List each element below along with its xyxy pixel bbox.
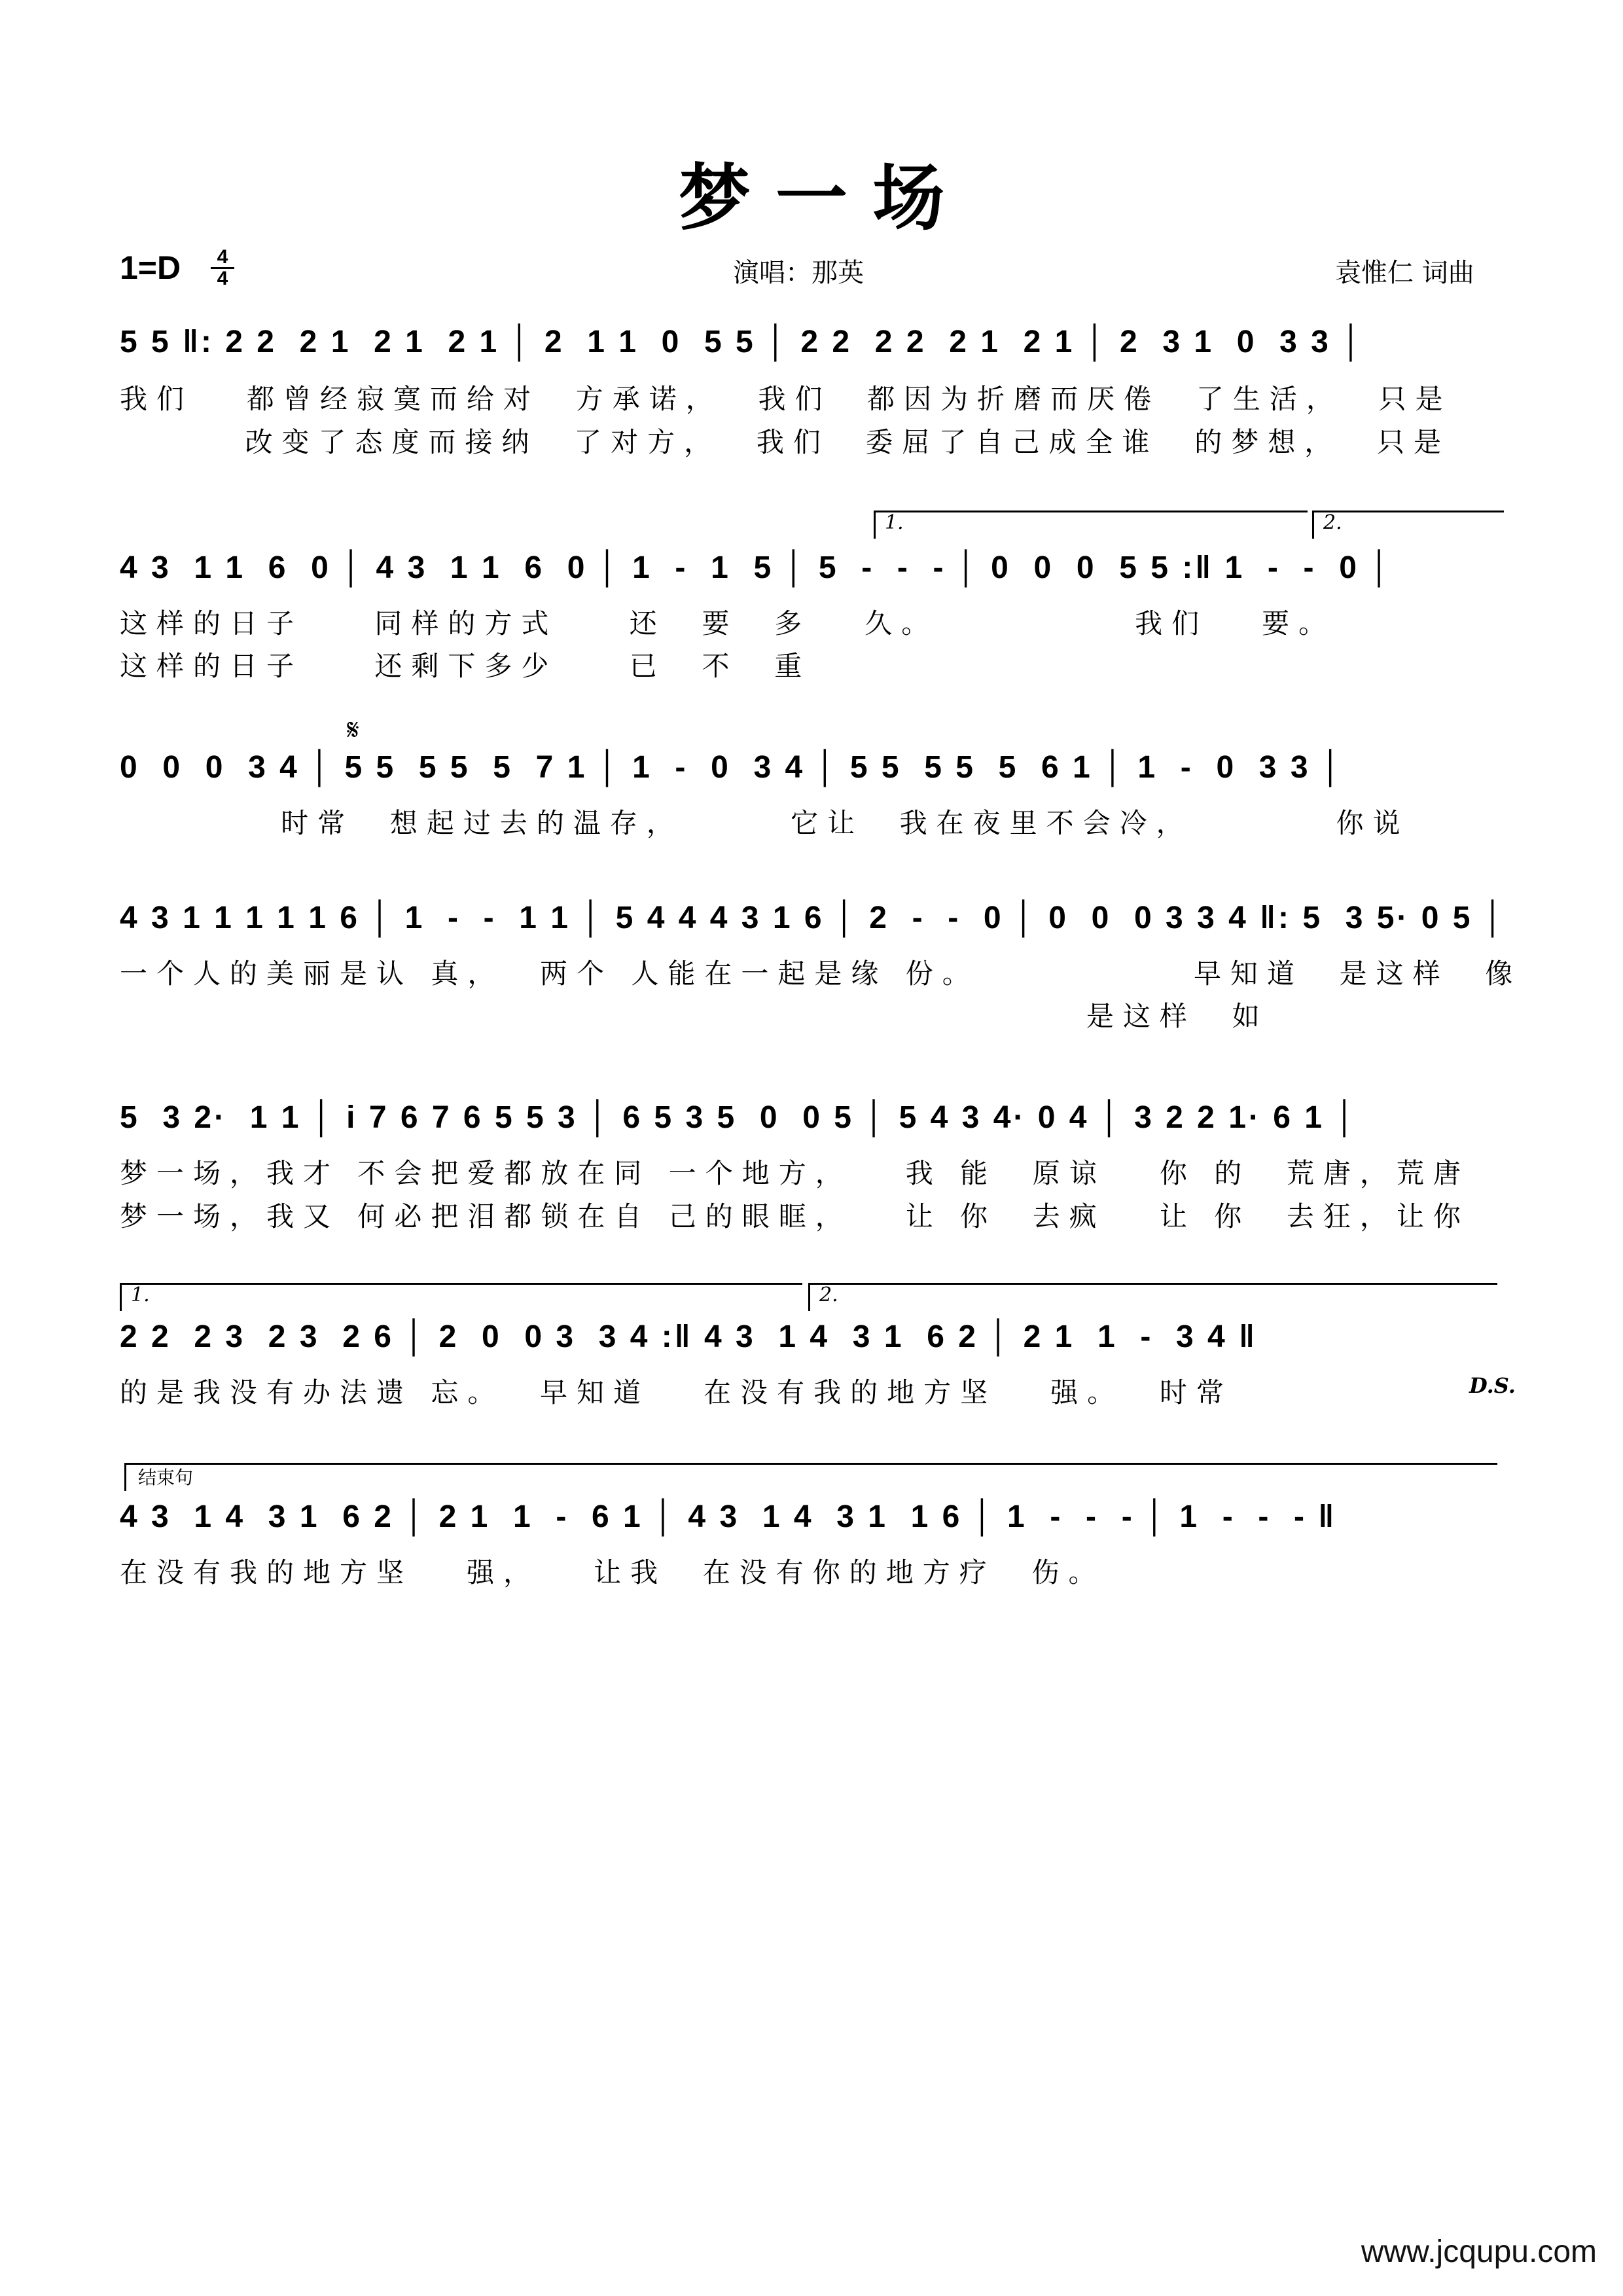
system-7-notes: 4 3 1 4 3 1 6 2 │ 2 1 1 - 6 1 │ 4 3 1 4 3 1 1 6 │ 1 - - - │ 1 - - - ‖ [120, 1499, 1337, 1534]
page-title: 梦 一 场 [678, 156, 945, 240]
volta-1-label: 1. [885, 511, 904, 534]
system-5-notes: 5 3 2· 1 1 │ i 7 6 7 6 5 5 3 │ 6 5 3 5 0 0 5 │ 5 4 3 4· 0 4 │ 3 2 2 1· 6 1 │ [120, 1100, 1359, 1135]
system-2-lyric-1: 这样的日子 同样的方式 还 要 多 久。 我们 要。 [120, 607, 1336, 639]
time-signature-bottom: 4 [211, 267, 234, 289]
system-7-lyric-1: 在没有我的地方坚 强， 让我 在没有你的地方疗 伤。 [120, 1556, 1105, 1588]
volta-2-second-label: 2. [819, 1283, 838, 1306]
composer-credit: 袁惟仁 词曲 [1335, 258, 1474, 288]
time-signature-top: 4 [217, 246, 228, 268]
system-1-lyric-1: 我们 都曾经寂寞而给对 方承诺， 我们 都因为折磨而厌倦 了生活， 只是 [120, 383, 1452, 415]
system-3-notes: 0 0 0 3 4 │ 5 5 5 5 5 7 1 │ 1 - 0 3 4 │ 5 5 5 5 5 6 1 │ 1 - 0 3 3 │ [120, 750, 1344, 785]
system-4-notes: 4 3 1 1 1 1 1 6 │ 1 - - 1 1 │ 5 4 4 4 3 1 6 │ 2 - - 0 │ 0 0 0 3 3 4 ‖: 5 3 5· 0 5 │ [120, 901, 1507, 935]
volta-1-second [120, 1283, 802, 1311]
system-3-lyric-1: 时常 想起过去的温存， 它让 我在夜里不会冷， 你说 [120, 807, 1410, 839]
volta-1-second-label: 1. [131, 1283, 150, 1306]
volta-2 [1312, 511, 1504, 539]
volta-2-second [808, 1283, 1497, 1311]
volta-1 [874, 511, 1308, 539]
key-signature: 1=D [120, 249, 181, 286]
system-5-lyric-2: 梦一场，我又 何必把泪都锁在自 己的眼眶， 让 你 去疯 让 你 去狂，让你 [120, 1200, 1470, 1232]
system-4-lyric-1: 一个人的美丽是认 真， 两个 人能在一起是缘 份。 早知道 是这样 像 [120, 958, 1522, 990]
system-6-lyric-1: 的是我没有办法遗 忘。 早知道 在没有我的地方坚 强。 时常 [120, 1376, 1233, 1408]
system-6-notes: 2 2 2 3 2 3 2 6 │ 2 0 0 3 3 4 :‖ 4 3 1 4 3 1 6 2 │ 2 1 1 - 3 4 ‖ [120, 1319, 1257, 1354]
system-2-lyric-2: 这样的日子 还剩下多少 已 不 重 [120, 650, 812, 682]
time-signature [211, 247, 234, 289]
watermark: www.jcqupu.com [1361, 2234, 1597, 2269]
ending-label: 结束句 [138, 1467, 194, 1488]
singer-credit: 演唱：那英 [733, 258, 864, 288]
system-2-notes: 4 3 1 1 6 0 │ 4 3 1 1 6 0 │ 1 - 1 5 │ 5 - - - │ 0 0 0 5 5 :‖ 1 - - 0 │ [120, 550, 1393, 585]
system-4-lyric-2: 是这样 如 [120, 1000, 1269, 1032]
system-5-lyric-1: 梦一场，我才 不会把爱都放在同 一个地方， 我 能 原谅 你 的 荒唐，荒唐 [120, 1157, 1470, 1189]
system-1-notes: 5 5 ‖: 2 2 2 1 2 1 2 1 │ 2 1 1 0 5 5 │ 2 2 2 2 2 1 2 1 │ 2 3 1 0 3 3 │ [120, 325, 1365, 359]
ending-bracket [124, 1463, 1497, 1491]
ds-marking: D.S. [1469, 1373, 1516, 1398]
volta-2-label: 2. [1323, 511, 1342, 534]
system-1-lyric-2: 改变了态度而接纳 了对方， 我们 委屈了自己成全谁 的梦想， 只是 [120, 426, 1450, 458]
segno-sign: 𝄋 [347, 713, 359, 747]
